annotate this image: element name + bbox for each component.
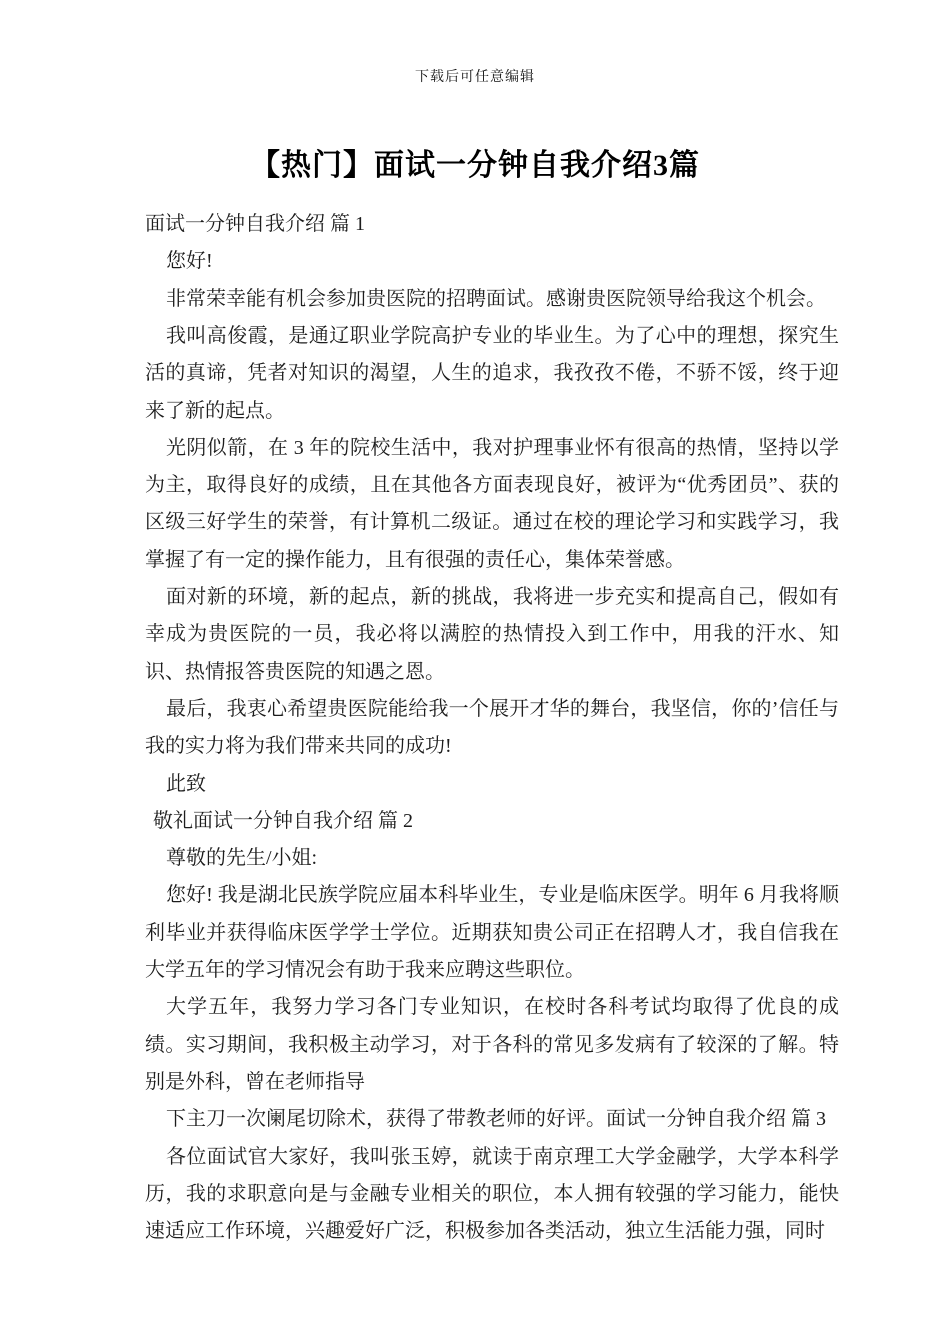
jingli-section-2-heading: 敬礼面试一分钟自我介绍 篇 2 (153, 809, 413, 832)
cizhi-line: 此致 (166, 772, 206, 795)
editable-note: 下载后可任意编辑 (415, 70, 535, 85)
new-environment-paragraph: 面对新的环境，新的起点，新的挑战，我将进一步充实和提高自己，假如有幸成为贵医院的一员，我必将以满腔的热情投入到工作中，用我的汗水、知识、热情报答贵医院的知遇之恩。 (145, 586, 839, 683)
thanks-paragraph: 非常荣幸能有机会参加贵医院的招聘面试。感谢贵医院领导给我这个机会。 (166, 287, 826, 310)
university-study-paragraph: 大学五年，我努力学习各门专业知识，在校时各科考试均取得了优良的成绩。实习期间，我积极主动学习，对于各科的常见多发病有了较深的了解。特别是外科，曾在老师指导 (145, 996, 839, 1093)
salutation-paragraph: 尊敬的先生/小姐: (166, 847, 318, 870)
section-1-heading: 面试一分钟自我介绍 篇 1 (145, 213, 365, 236)
intro-gaojunxia-paragraph: 我叫高俊霞，是通辽职业学院高护专业的毕业生。为了心中的理想，探究生活的真谛，凭者对知识的渴望，人生的追求，我孜孜不倦，不骄不馁，终于迎来了新的起点。 (145, 324, 839, 422)
school-life-paragraph: 光阴似箭，在 3 年的院校生活中，我对护理事业怀有很高的热情，坚持以学为主，取得良好的成绩，且在其他各方面表现良好，被评为“优秀团员”、获的区级三好学生的荣誉，有计算机二级证。通过在校的理论学习和实践学习，我掌握了有一定的操作能力，且有很强的责任心，集体荣誉感。 (145, 436, 839, 571)
closing-wish-paragraph: 最后，我衷心希望贵医院能给我一个展开才华的舞台，我坚信，你的’信任与我的实力将为我们带来共同的成功! (145, 697, 839, 758)
document-title: 【热门】面试一分钟自我介绍3篇 (250, 149, 700, 182)
document-body (145, 206, 839, 1250)
intro-hubei-paragraph: 您好! 我是湖北民族学院应届本科毕业生，专业是临床医学。明年 6 月我将顺利毕业并获得临床医学学士学位。近期获知贵公司正在招聘人才，我自信我在大学五年的学习情况会有助于我来应聘这些职位。 (145, 884, 839, 982)
intro-zhangyuting-paragraph: 各位面试官大家好，我叫张玉婷，就读于南京理工大学金融学，大学本科学历，我的求职意向是与金融专业相关的职位，本人拥有较强的学习能力，能快速适应工作环境，兴趣爱好广泛，积极参加各类活动，独立生活能力强，同时 (145, 1145, 839, 1243)
surgery-section-3-heading: 下主刀一次阑尾切除术，获得了带教老师的好评。面试一分钟自我介绍 篇 3 (166, 1108, 826, 1131)
greeting-paragraph: 您好! (166, 250, 213, 273)
